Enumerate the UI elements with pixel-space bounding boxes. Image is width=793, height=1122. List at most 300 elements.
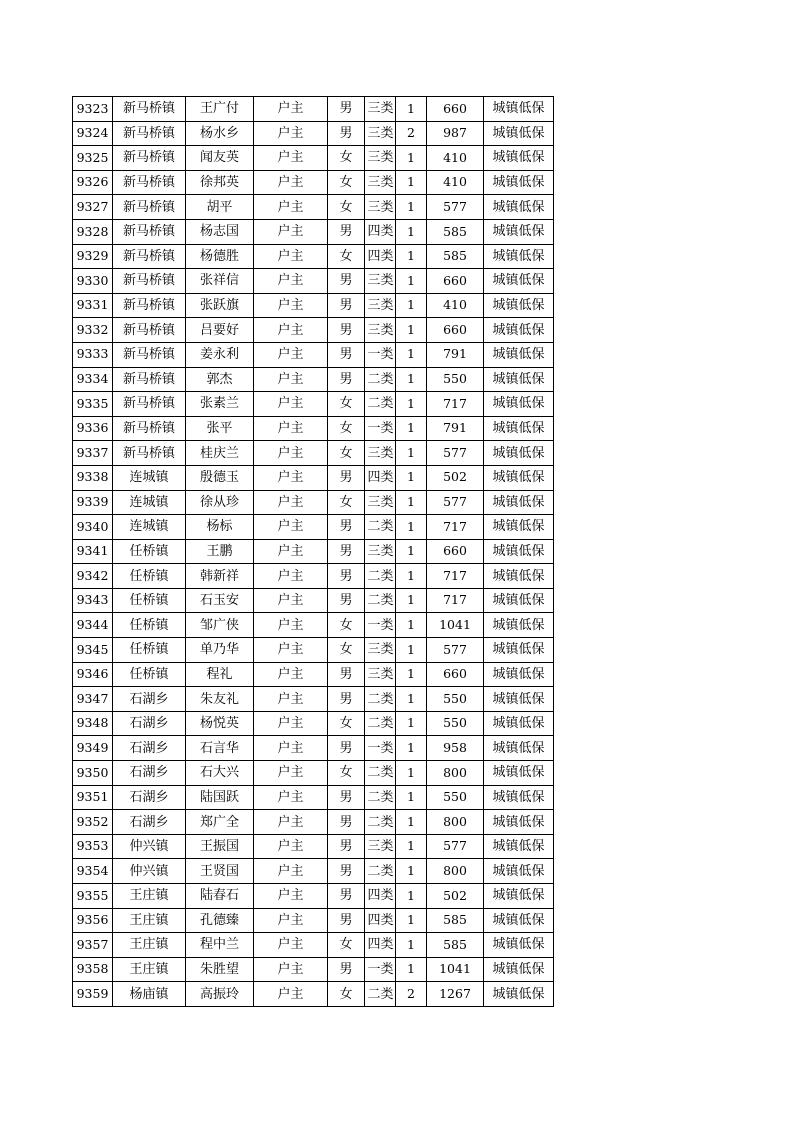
table-row xyxy=(73,490,554,515)
amount-cell: 585 xyxy=(427,908,484,933)
household-size-cell: 1 xyxy=(396,564,427,589)
category-cell: 四类 xyxy=(365,465,396,490)
gender-cell: 女 xyxy=(328,638,365,663)
household-size-cell: 1 xyxy=(396,613,427,638)
table-row xyxy=(73,957,554,982)
amount-cell: 502 xyxy=(427,465,484,490)
township-cell: 仲兴镇 xyxy=(113,859,186,884)
household-size-cell: 1 xyxy=(396,638,427,663)
amount-cell: 1041 xyxy=(427,957,484,982)
category-cell: 二类 xyxy=(365,810,396,835)
household-size-cell: 1 xyxy=(396,367,427,392)
relation-cell: 户主 xyxy=(254,219,328,244)
table-row xyxy=(73,441,554,466)
relation-cell: 户主 xyxy=(254,490,328,515)
amount-cell: 577 xyxy=(427,441,484,466)
gender-cell: 男 xyxy=(328,687,365,712)
gender-cell: 男 xyxy=(328,539,365,564)
relation-cell: 户主 xyxy=(254,539,328,564)
household-size-cell: 1 xyxy=(396,515,427,540)
amount-cell: 717 xyxy=(427,564,484,589)
amount-cell: 585 xyxy=(427,219,484,244)
category-cell: 二类 xyxy=(365,785,396,810)
township-cell: 新马桥镇 xyxy=(113,244,186,269)
household-size-cell: 1 xyxy=(396,97,427,122)
table-row xyxy=(73,170,554,195)
household-size-cell: 1 xyxy=(396,588,427,613)
category-cell: 二类 xyxy=(365,711,396,736)
serial-cell: 9350 xyxy=(73,761,113,786)
gender-cell: 女 xyxy=(328,416,365,441)
category-cell: 三类 xyxy=(365,441,396,466)
assistance-type-cell: 城镇低保 xyxy=(484,810,554,835)
name-cell: 吕要好 xyxy=(186,318,254,343)
township-cell: 新马桥镇 xyxy=(113,293,186,318)
name-cell: 王鹏 xyxy=(186,539,254,564)
name-cell: 张跃旗 xyxy=(186,293,254,318)
serial-cell: 9348 xyxy=(73,711,113,736)
gender-cell: 男 xyxy=(328,810,365,835)
township-cell: 石湖乡 xyxy=(113,736,186,761)
household-size-cell: 1 xyxy=(396,441,427,466)
amount-cell: 800 xyxy=(427,810,484,835)
relation-cell: 户主 xyxy=(254,957,328,982)
gender-cell: 男 xyxy=(328,318,365,343)
table-row xyxy=(73,908,554,933)
name-cell: 闻友英 xyxy=(186,146,254,171)
relation-cell: 户主 xyxy=(254,195,328,220)
amount-cell: 791 xyxy=(427,342,484,367)
table-row xyxy=(73,662,554,687)
serial-cell: 9333 xyxy=(73,342,113,367)
category-cell: 三类 xyxy=(365,539,396,564)
category-cell: 二类 xyxy=(365,588,396,613)
township-cell: 新马桥镇 xyxy=(113,269,186,294)
township-cell: 王庄镇 xyxy=(113,957,186,982)
serial-cell: 9344 xyxy=(73,613,113,638)
household-size-cell: 1 xyxy=(396,687,427,712)
name-cell: 张素兰 xyxy=(186,392,254,417)
assistance-type-cell: 城镇低保 xyxy=(484,490,554,515)
table-row xyxy=(73,244,554,269)
township-cell: 王庄镇 xyxy=(113,884,186,909)
assistance-type-cell: 城镇低保 xyxy=(484,834,554,859)
serial-cell: 9340 xyxy=(73,515,113,540)
serial-cell: 9346 xyxy=(73,662,113,687)
assistance-type-cell: 城镇低保 xyxy=(484,711,554,736)
gender-cell: 女 xyxy=(328,711,365,736)
household-size-cell: 1 xyxy=(396,761,427,786)
name-cell: 陆国跃 xyxy=(186,785,254,810)
name-cell: 石言华 xyxy=(186,736,254,761)
household-size-cell: 1 xyxy=(396,195,427,220)
township-cell: 任桥镇 xyxy=(113,564,186,589)
amount-cell: 585 xyxy=(427,244,484,269)
assistance-type-cell: 城镇低保 xyxy=(484,687,554,712)
household-size-cell: 1 xyxy=(396,662,427,687)
relation-cell: 户主 xyxy=(254,908,328,933)
amount-cell: 550 xyxy=(427,785,484,810)
relation-cell: 户主 xyxy=(254,465,328,490)
serial-cell: 9352 xyxy=(73,810,113,835)
table-row xyxy=(73,588,554,613)
amount-cell: 410 xyxy=(427,146,484,171)
name-cell: 邹广侠 xyxy=(186,613,254,638)
name-cell: 徐邦英 xyxy=(186,170,254,195)
serial-cell: 9345 xyxy=(73,638,113,663)
amount-cell: 550 xyxy=(427,367,484,392)
township-cell: 新马桥镇 xyxy=(113,146,186,171)
assistance-type-cell: 城镇低保 xyxy=(484,933,554,958)
table-row xyxy=(73,269,554,294)
category-cell: 四类 xyxy=(365,908,396,933)
serial-cell: 9335 xyxy=(73,392,113,417)
serial-cell: 9342 xyxy=(73,564,113,589)
category-cell: 四类 xyxy=(365,219,396,244)
category-cell: 二类 xyxy=(365,367,396,392)
name-cell: 徐从珍 xyxy=(186,490,254,515)
table-row xyxy=(73,342,554,367)
serial-cell: 9355 xyxy=(73,884,113,909)
amount-cell: 660 xyxy=(427,662,484,687)
table-row xyxy=(73,785,554,810)
table-row xyxy=(73,859,554,884)
table-row xyxy=(73,219,554,244)
gender-cell: 女 xyxy=(328,933,365,958)
gender-cell: 女 xyxy=(328,146,365,171)
township-cell: 杨庙镇 xyxy=(113,982,186,1007)
assistance-type-cell: 城镇低保 xyxy=(484,146,554,171)
serial-cell: 9323 xyxy=(73,97,113,122)
household-size-cell: 1 xyxy=(396,810,427,835)
category-cell: 三类 xyxy=(365,293,396,318)
table-row xyxy=(73,736,554,761)
serial-cell: 9359 xyxy=(73,982,113,1007)
township-cell: 新马桥镇 xyxy=(113,219,186,244)
name-cell: 桂庆兰 xyxy=(186,441,254,466)
name-cell: 杨志国 xyxy=(186,219,254,244)
table-row xyxy=(73,539,554,564)
township-cell: 新马桥镇 xyxy=(113,342,186,367)
household-size-cell: 1 xyxy=(396,244,427,269)
name-cell: 陆春石 xyxy=(186,884,254,909)
relation-cell: 户主 xyxy=(254,588,328,613)
household-size-cell: 1 xyxy=(396,859,427,884)
township-cell: 新马桥镇 xyxy=(113,441,186,466)
amount-cell: 987 xyxy=(427,121,484,146)
name-cell: 高振玲 xyxy=(186,982,254,1007)
serial-cell: 9356 xyxy=(73,908,113,933)
household-size-cell: 1 xyxy=(396,318,427,343)
amount-cell: 577 xyxy=(427,195,484,220)
assistance-type-cell: 城镇低保 xyxy=(484,244,554,269)
relation-cell: 户主 xyxy=(254,736,328,761)
assistance-type-cell: 城镇低保 xyxy=(484,392,554,417)
serial-cell: 9347 xyxy=(73,687,113,712)
category-cell: 二类 xyxy=(365,859,396,884)
household-size-cell: 1 xyxy=(396,908,427,933)
township-cell: 石湖乡 xyxy=(113,810,186,835)
assistance-type-cell: 城镇低保 xyxy=(484,638,554,663)
assistance-roster-table xyxy=(72,96,554,1007)
amount-cell: 660 xyxy=(427,97,484,122)
relation-cell: 户主 xyxy=(254,97,328,122)
gender-cell: 女 xyxy=(328,982,365,1007)
gender-cell: 男 xyxy=(328,97,365,122)
assistance-type-cell: 城镇低保 xyxy=(484,613,554,638)
category-cell: 三类 xyxy=(365,195,396,220)
assistance-type-cell: 城镇低保 xyxy=(484,342,554,367)
township-cell: 连城镇 xyxy=(113,465,186,490)
household-size-cell: 1 xyxy=(396,785,427,810)
category-cell: 三类 xyxy=(365,834,396,859)
amount-cell: 717 xyxy=(427,515,484,540)
household-size-cell: 1 xyxy=(396,146,427,171)
category-cell: 二类 xyxy=(365,515,396,540)
township-cell: 新马桥镇 xyxy=(113,170,186,195)
category-cell: 三类 xyxy=(365,490,396,515)
relation-cell: 户主 xyxy=(254,342,328,367)
table-row xyxy=(73,834,554,859)
township-cell: 任桥镇 xyxy=(113,613,186,638)
table-row xyxy=(73,121,554,146)
assistance-type-cell: 城镇低保 xyxy=(484,736,554,761)
category-cell: 四类 xyxy=(365,244,396,269)
name-cell: 程礼 xyxy=(186,662,254,687)
relation-cell: 户主 xyxy=(254,810,328,835)
name-cell: 单乃华 xyxy=(186,638,254,663)
household-size-cell: 2 xyxy=(396,121,427,146)
category-cell: 一类 xyxy=(365,736,396,761)
gender-cell: 女 xyxy=(328,761,365,786)
household-size-cell: 1 xyxy=(396,269,427,294)
assistance-type-cell: 城镇低保 xyxy=(484,97,554,122)
township-cell: 新马桥镇 xyxy=(113,195,186,220)
assistance-type-cell: 城镇低保 xyxy=(484,908,554,933)
township-cell: 新马桥镇 xyxy=(113,97,186,122)
assistance-type-cell: 城镇低保 xyxy=(484,982,554,1007)
household-size-cell: 1 xyxy=(396,834,427,859)
table-row xyxy=(73,416,554,441)
serial-cell: 9343 xyxy=(73,588,113,613)
township-cell: 新马桥镇 xyxy=(113,392,186,417)
name-cell: 石大兴 xyxy=(186,761,254,786)
table-row xyxy=(73,613,554,638)
amount-cell: 800 xyxy=(427,761,484,786)
relation-cell: 户主 xyxy=(254,662,328,687)
name-cell: 孔德臻 xyxy=(186,908,254,933)
serial-cell: 9328 xyxy=(73,219,113,244)
amount-cell: 717 xyxy=(427,588,484,613)
name-cell: 杨德胜 xyxy=(186,244,254,269)
serial-cell: 9336 xyxy=(73,416,113,441)
relation-cell: 户主 xyxy=(254,269,328,294)
household-size-cell: 1 xyxy=(396,465,427,490)
amount-cell: 410 xyxy=(427,293,484,318)
assistance-type-cell: 城镇低保 xyxy=(484,293,554,318)
gender-cell: 男 xyxy=(328,588,365,613)
assistance-type-cell: 城镇低保 xyxy=(484,539,554,564)
township-cell: 新马桥镇 xyxy=(113,318,186,343)
gender-cell: 男 xyxy=(328,121,365,146)
township-cell: 新马桥镇 xyxy=(113,121,186,146)
name-cell: 朱胜望 xyxy=(186,957,254,982)
township-cell: 任桥镇 xyxy=(113,539,186,564)
name-cell: 姜永利 xyxy=(186,342,254,367)
gender-cell: 男 xyxy=(328,293,365,318)
township-cell: 连城镇 xyxy=(113,515,186,540)
assistance-type-cell: 城镇低保 xyxy=(484,761,554,786)
amount-cell: 585 xyxy=(427,933,484,958)
household-size-cell: 1 xyxy=(396,539,427,564)
serial-cell: 9337 xyxy=(73,441,113,466)
gender-cell: 男 xyxy=(328,859,365,884)
assistance-type-cell: 城镇低保 xyxy=(484,859,554,884)
household-size-cell: 2 xyxy=(396,982,427,1007)
relation-cell: 户主 xyxy=(254,564,328,589)
category-cell: 三类 xyxy=(365,121,396,146)
table-row xyxy=(73,293,554,318)
name-cell: 张平 xyxy=(186,416,254,441)
serial-cell: 9324 xyxy=(73,121,113,146)
relation-cell: 户主 xyxy=(254,785,328,810)
gender-cell: 男 xyxy=(328,219,365,244)
serial-cell: 9331 xyxy=(73,293,113,318)
township-cell: 石湖乡 xyxy=(113,785,186,810)
amount-cell: 660 xyxy=(427,269,484,294)
relation-cell: 户主 xyxy=(254,711,328,736)
gender-cell: 女 xyxy=(328,392,365,417)
gender-cell: 男 xyxy=(328,465,365,490)
household-size-cell: 1 xyxy=(396,884,427,909)
category-cell: 三类 xyxy=(365,318,396,343)
name-cell: 朱友礼 xyxy=(186,687,254,712)
township-cell: 石湖乡 xyxy=(113,711,186,736)
name-cell: 王广付 xyxy=(186,97,254,122)
name-cell: 王贤国 xyxy=(186,859,254,884)
table-row xyxy=(73,982,554,1007)
table-row xyxy=(73,367,554,392)
serial-cell: 9332 xyxy=(73,318,113,343)
category-cell: 一类 xyxy=(365,416,396,441)
amount-cell: 410 xyxy=(427,170,484,195)
assistance-type-cell: 城镇低保 xyxy=(484,957,554,982)
assistance-type-cell: 城镇低保 xyxy=(484,785,554,810)
household-size-cell: 1 xyxy=(396,219,427,244)
gender-cell: 女 xyxy=(328,613,365,638)
relation-cell: 户主 xyxy=(254,367,328,392)
relation-cell: 户主 xyxy=(254,244,328,269)
category-cell: 二类 xyxy=(365,761,396,786)
table-row xyxy=(73,564,554,589)
table-row xyxy=(73,195,554,220)
gender-cell: 女 xyxy=(328,244,365,269)
household-size-cell: 1 xyxy=(396,736,427,761)
serial-cell: 9325 xyxy=(73,146,113,171)
gender-cell: 男 xyxy=(328,269,365,294)
serial-cell: 9327 xyxy=(73,195,113,220)
relation-cell: 户主 xyxy=(254,687,328,712)
relation-cell: 户主 xyxy=(254,392,328,417)
relation-cell: 户主 xyxy=(254,515,328,540)
township-cell: 王庄镇 xyxy=(113,908,186,933)
amount-cell: 791 xyxy=(427,416,484,441)
gender-cell: 男 xyxy=(328,515,365,540)
assistance-type-cell: 城镇低保 xyxy=(484,170,554,195)
serial-cell: 9358 xyxy=(73,957,113,982)
gender-cell: 男 xyxy=(328,908,365,933)
household-size-cell: 1 xyxy=(396,392,427,417)
township-cell: 石湖乡 xyxy=(113,687,186,712)
assistance-type-cell: 城镇低保 xyxy=(484,564,554,589)
relation-cell: 户主 xyxy=(254,170,328,195)
category-cell: 二类 xyxy=(365,982,396,1007)
household-size-cell: 1 xyxy=(396,170,427,195)
township-cell: 新马桥镇 xyxy=(113,367,186,392)
name-cell: 张祥信 xyxy=(186,269,254,294)
assistance-type-cell: 城镇低保 xyxy=(484,121,554,146)
table-row xyxy=(73,318,554,343)
serial-cell: 9334 xyxy=(73,367,113,392)
serial-cell: 9349 xyxy=(73,736,113,761)
amount-cell: 577 xyxy=(427,834,484,859)
gender-cell: 男 xyxy=(328,834,365,859)
relation-cell: 户主 xyxy=(254,441,328,466)
table-row xyxy=(73,465,554,490)
table-row xyxy=(73,97,554,122)
table-row xyxy=(73,392,554,417)
table-body xyxy=(73,97,554,1007)
category-cell: 二类 xyxy=(365,564,396,589)
amount-cell: 660 xyxy=(427,539,484,564)
category-cell: 一类 xyxy=(365,957,396,982)
relation-cell: 户主 xyxy=(254,982,328,1007)
assistance-type-cell: 城镇低保 xyxy=(484,884,554,909)
assistance-type-cell: 城镇低保 xyxy=(484,515,554,540)
gender-cell: 女 xyxy=(328,170,365,195)
name-cell: 程中兰 xyxy=(186,933,254,958)
gender-cell: 男 xyxy=(328,736,365,761)
name-cell: 韩新祥 xyxy=(186,564,254,589)
category-cell: 三类 xyxy=(365,170,396,195)
amount-cell: 502 xyxy=(427,884,484,909)
township-cell: 王庄镇 xyxy=(113,933,186,958)
name-cell: 殷德玉 xyxy=(186,465,254,490)
category-cell: 三类 xyxy=(365,97,396,122)
name-cell: 王振国 xyxy=(186,834,254,859)
gender-cell: 女 xyxy=(328,195,365,220)
relation-cell: 户主 xyxy=(254,293,328,318)
gender-cell: 男 xyxy=(328,564,365,589)
table-row xyxy=(73,810,554,835)
gender-cell: 女 xyxy=(328,490,365,515)
amount-cell: 1267 xyxy=(427,982,484,1007)
name-cell: 杨悦英 xyxy=(186,711,254,736)
relation-cell: 户主 xyxy=(254,884,328,909)
gender-cell: 男 xyxy=(328,957,365,982)
assistance-type-cell: 城镇低保 xyxy=(484,269,554,294)
amount-cell: 550 xyxy=(427,687,484,712)
relation-cell: 户主 xyxy=(254,638,328,663)
category-cell: 三类 xyxy=(365,146,396,171)
serial-cell: 9341 xyxy=(73,539,113,564)
township-cell: 连城镇 xyxy=(113,490,186,515)
table-row xyxy=(73,146,554,171)
amount-cell: 958 xyxy=(427,736,484,761)
household-size-cell: 1 xyxy=(396,957,427,982)
category-cell: 一类 xyxy=(365,613,396,638)
name-cell: 石玉安 xyxy=(186,588,254,613)
